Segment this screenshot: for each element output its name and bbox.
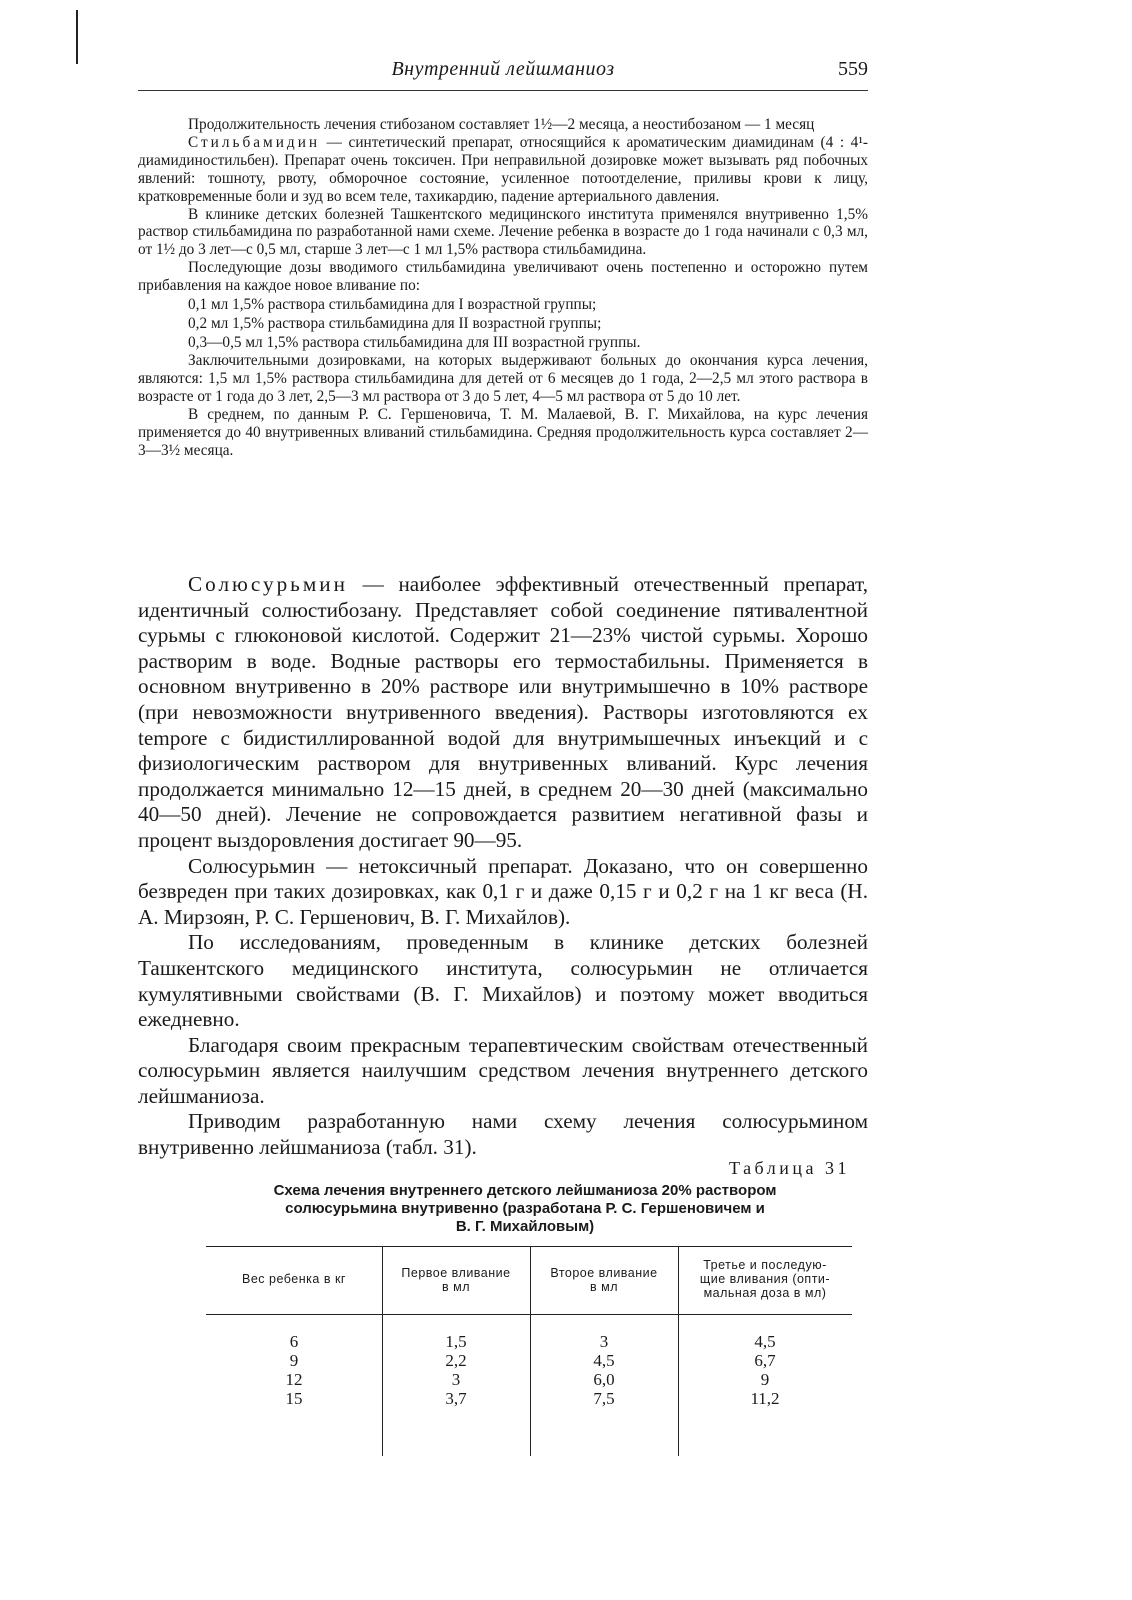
table-header-rule	[206, 1314, 852, 1315]
paragraph: Благодаря своим прекрасным терапевтическим свойствам отечественный солюсурьмин является наилучшим средством лечения внутреннего детского лейшманиоза.	[138, 1032, 868, 1108]
small-print-section	[138, 116, 868, 460]
column-second-infusion	[530, 1332, 678, 1408]
table-top-rule	[206, 1246, 852, 1247]
column-first-infusion	[382, 1332, 530, 1408]
header-first-infusion	[382, 1266, 530, 1294]
table-cell: 6	[289, 1332, 299, 1351]
table-cell: 4,5	[593, 1351, 615, 1370]
paragraph: Заключительными дозировками, на которых выдерживают больных до окончания курса лечения, являются: 1,5 мл 1,5% раствора стильбамидина для детей от 6 месяцев до 1 года, 2—2,5 мл этого раствора в возрасте от 1 года до 3 лет, 2,5—3 мл раствора от 3 до 5 лет, 4—5 мл раствора от 5 до 10 лет.	[138, 352, 868, 405]
table-caption	[200, 1182, 850, 1236]
header-rule	[138, 90, 868, 91]
table-cell: 3,7	[445, 1389, 467, 1408]
table-cell: 12	[285, 1370, 303, 1389]
paragraph: Солюсурьмин — нетоксичный препарат. Доказано, что он совершенно безвреден при таких дозировках, как 0,1 г и даже 0,15 г и 0,2 г на 1 кг веса (Н. А. Мирзоян, Р. С. Гершенович, В. Г. Михайлов).	[138, 853, 868, 929]
table-cell: 6,0	[593, 1370, 615, 1389]
table-cell: 9	[289, 1351, 299, 1370]
caption-line: солюсурьмина внутривенно (разработана Р. С. Гершеновичем и	[285, 1200, 765, 1217]
paragraph-text: — синтетический препарат, относящийся к ароматическим диамидинам (4 : 4¹-диамидиностильбен). Препарат очень токсичен. При неправильной дозировке может вызывать ряд побочных явлений: тошноту, рвоту, обморочное состояние, усиленное потоотделение, приливы крови к лицу, кратковременные боли и зуд во всем теле, тахикардию, падение артериального давления.	[138, 133, 868, 205]
header-line: Третье и последую-	[703, 1258, 827, 1272]
term-stilbamidine: Стильбамидин	[188, 133, 321, 151]
header-line: Первое вливание	[401, 1266, 511, 1280]
list-item: 0,1 мл 1,5% раствора стильбамидина для I возрастной группы;	[188, 296, 597, 314]
paragraph: Приводим разработанную нами схему лечения солюсурьмином внутривенно лейшманиоза (табл. 31).	[138, 1109, 868, 1160]
caption-line: Схема лечения внутреннего детского лейшманиоза 20% раствором	[273, 1182, 777, 1199]
list-item: 0,2 мл 1,5% раствора стильбамидина для II возрастной группы;	[188, 315, 602, 333]
table-cell: 6,7	[754, 1351, 776, 1370]
table-label: Таблица 31	[729, 1158, 850, 1178]
paragraph	[138, 134, 868, 206]
table-cell: 7,5	[593, 1389, 615, 1408]
table-cell: 3	[599, 1332, 609, 1351]
header-weight	[206, 1272, 382, 1286]
paragraph: По исследованиям, проведенным в клинике детских болезней Ташкентского медицинского института, солюсурьмин не отличается кумулятивными свойствами (В. Г. Михайлов) и поэтому может вводиться ежедневно.	[138, 930, 868, 1032]
table-cell: 3	[451, 1370, 461, 1389]
table-cell: 9	[760, 1370, 770, 1389]
table-cell: 11,2	[750, 1389, 780, 1408]
paragraph: Последующие дозы вводимого стильбамидина увеличивают очень постепенно и осторожно путем прибавления на каждое новое вливание по:	[138, 259, 868, 295]
header-line: в мл	[589, 1280, 618, 1294]
paragraph-text: — наиболее эффективный отечественный препарат, идентичный солюстибозану. Представляет собой соединение пятивалентной сурьмы с глюконовой кислотой. Содержит 21—23% чистой сурьмы. Хорошо растворим в воде. Водные растворы его термостабильны. Применяется в основном внутривенно в 20% растворе или внутримышечно в 10% растворе (при невозможности внутривенного введения). Растворы изготовляются ex tempore с бидистиллированной водой для внутримышечных инъекций и с физиологическим раствором для внутривенных вливаний. Курс лечения продолжается минимально 12—15 дней, в среднем 20—30 дней (максимально 40—50 дней). Лечение не сопровождается развитием негативной фазы и процент выздоровления достигает 90—95.	[138, 572, 868, 852]
table-cell: 1,5	[445, 1332, 467, 1351]
main-text-section	[138, 572, 868, 1161]
column-subsequent-infusions	[678, 1332, 852, 1408]
paragraph: В клинике детских болезней Ташкентского медицинского института применялся внутривенно 1,5% раствор стильбамидина по разработанной нами схеме. Лечение ребенка в возрасте до 1 года начинали с 0,3 мл, от 1½ до 3 лет—с 0,5 мл, старше 3 лет—с 1 мл 1,5% раствора стильбамидина.	[138, 205, 868, 259]
paragraph: Продолжительность лечения стибозаном составляет 1½—2 месяца, а неостибозаном — 1 месяц	[188, 116, 815, 133]
paragraph: В среднем, по данным Р. С. Гершеновича, Т. М. Малаевой, В. Г. Михайлова, на курс лечения применяется до 40 внутривенных вливаний стильбамидина. Средняя продолжительность курса составляет 2—3—3½ месяца.	[138, 405, 868, 459]
margin-mark	[76, 10, 78, 64]
header-line: Второе вливание	[550, 1266, 658, 1280]
dosage-table	[206, 1246, 852, 1456]
table-cell: 4,5	[754, 1332, 776, 1351]
caption-line: В. Г. Михайловым)	[455, 1218, 595, 1235]
header-subsequent-infusions	[678, 1258, 852, 1300]
table-cell: 2,2	[445, 1351, 467, 1370]
paragraph	[138, 572, 868, 854]
header-line: Вес ребенка в кг	[242, 1272, 346, 1286]
column-weight	[206, 1332, 382, 1408]
header-line: в мл	[441, 1280, 470, 1294]
table-cell: 15	[285, 1389, 303, 1408]
header-line: мальная доза в мл)	[703, 1286, 827, 1300]
header-line: щие вливания (опти-	[699, 1272, 831, 1286]
header-second-infusion	[530, 1266, 678, 1294]
page-number: 559	[838, 58, 868, 80]
term-solyusurmin: Солюсурьмин	[188, 572, 348, 596]
running-header	[138, 58, 868, 88]
running-title: Внутренний лейшманиоз	[391, 58, 615, 80]
list-item: 0,3—0,5 мл 1,5% раствора стильбамидина для III возрастной группы.	[188, 334, 641, 352]
